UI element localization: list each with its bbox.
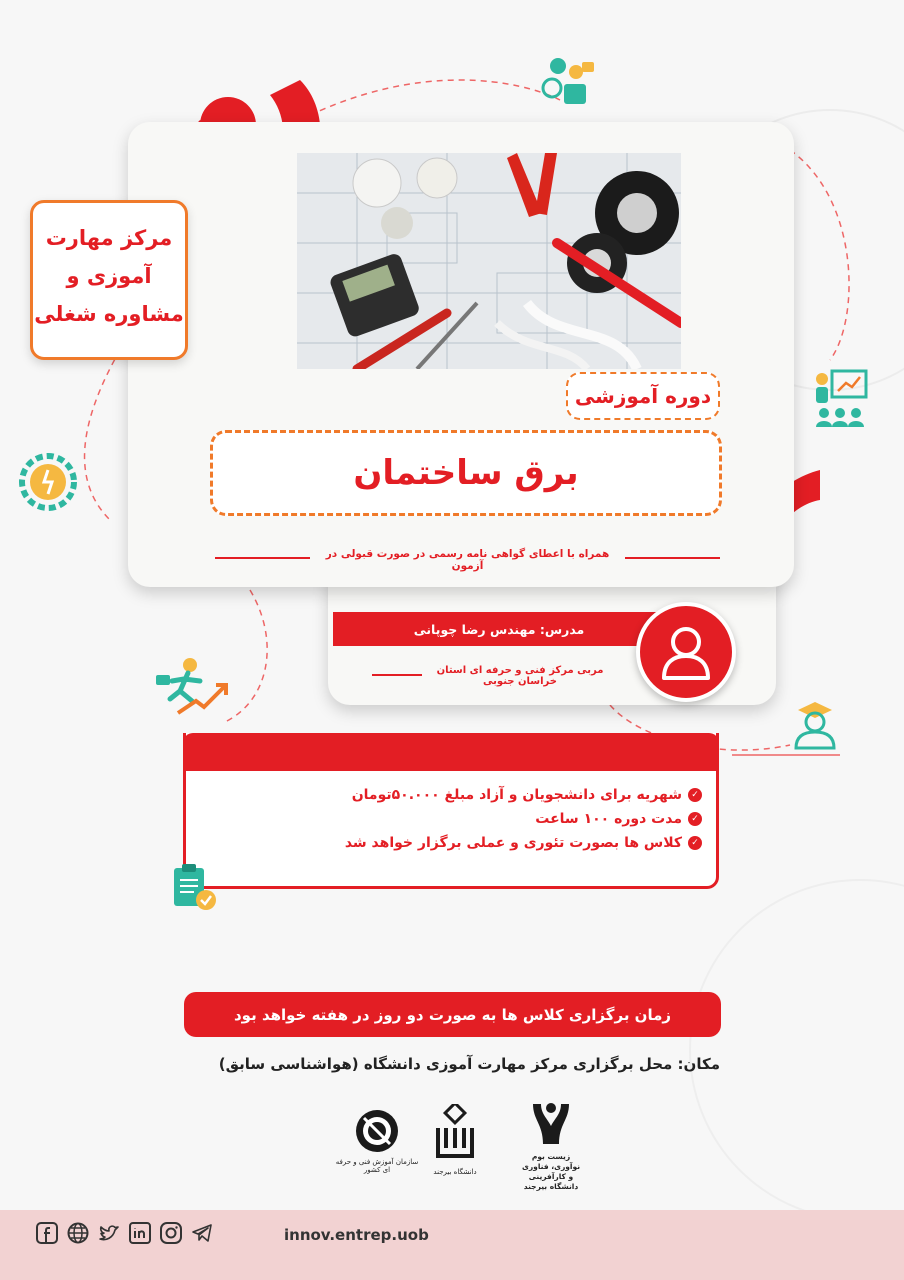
tvto-logo-mark: [354, 1108, 400, 1154]
list-item: ✓ مدت دوره ۱۰۰ ساعت: [345, 811, 702, 827]
social-links: [36, 1222, 213, 1244]
graduate-icon: [790, 698, 840, 750]
details-box: [183, 733, 719, 889]
instructor-role: مربی مرکز فنی و حرفه ای استان خراسان جنوبی: [436, 665, 604, 687]
growth-icon: [150, 655, 232, 717]
twitter-icon[interactable]: [98, 1222, 120, 1244]
check-icon: ✓: [688, 812, 702, 826]
center-badge: [30, 200, 188, 360]
zisbom-logo-mark: [529, 1100, 573, 1148]
location-text: مکان: محل برگزاری مرکز مهارت آموزی دانشگاه (هواشناسی سابق): [218, 1055, 720, 1073]
telegram-icon[interactable]: [191, 1222, 213, 1244]
details-header-bar: [183, 733, 719, 771]
user-icon: [660, 624, 712, 680]
check-icon: ✓: [688, 788, 702, 802]
instructor-name: مدرس: مهندس رضا چوپانی: [333, 612, 665, 646]
globe-icon[interactable]: [67, 1222, 89, 1244]
badge-line: مرکز مهارت: [45, 226, 173, 250]
clipboard-icon: [172, 862, 218, 912]
birjand-university-logo: [430, 1104, 480, 1184]
logo-caption: دانشگاه بیرجند: [523, 1182, 579, 1191]
list-item: ✓ کلاس ها بصورت تئوری و عملی برگزار خواهد شد: [345, 835, 702, 851]
course-title: برق ساختمان: [210, 430, 722, 516]
course-type-label: دوره آموزشی: [566, 372, 720, 420]
footer-url[interactable]: innov.entrep.uob: [284, 1226, 429, 1244]
tvto-logo: [332, 1108, 422, 1180]
check-icon: ✓: [688, 836, 702, 850]
divider: [372, 674, 422, 676]
list-item: ✓ شهریه برای دانشجویان و آزاد مبلغ ۵۰.۰۰۰تومان: [345, 787, 702, 803]
logo-caption: نوآوری، فناوری: [521, 1162, 581, 1171]
presentation-icon: [810, 365, 870, 427]
zisbom-logo: [516, 1100, 586, 1196]
logo-caption: دانشگاه بیرجند: [433, 1168, 477, 1176]
logo-caption: سازمان آموزش فنی و حرفه ای کشور: [335, 1158, 419, 1174]
facebook-icon[interactable]: [36, 1222, 58, 1244]
schedule-banner: زمان برگزاری کلاس ها به صورت دو روز در هفته خواهد بود: [184, 992, 721, 1037]
logo-caption: و کارآفرینی: [528, 1172, 574, 1181]
badge-line: مشاوره شغلی: [34, 302, 184, 326]
footer: [0, 1210, 904, 1280]
certificate-note: همراه با اعطای گواهی نامه رسمی در صورت قبولی در آزمون: [325, 548, 610, 572]
gear-icon: [18, 452, 78, 512]
badge-line: آموزی و: [66, 264, 152, 288]
instagram-icon[interactable]: [160, 1222, 182, 1244]
course-image: [297, 153, 681, 369]
divider: [625, 557, 720, 559]
linkedin-icon[interactable]: [129, 1222, 151, 1244]
teamwork-icon: [538, 52, 596, 116]
divider: [215, 557, 310, 559]
avatar: [636, 602, 736, 702]
logo-caption: زیست بوم: [531, 1152, 571, 1161]
birjand-logo-mark: [434, 1104, 476, 1164]
